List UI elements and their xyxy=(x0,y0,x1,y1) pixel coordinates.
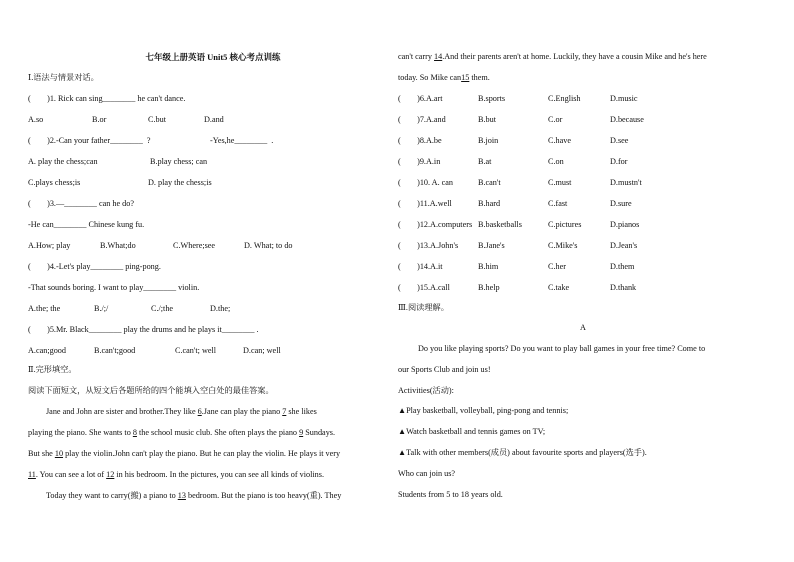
age-requirement: Students from 5 to 18 years old. xyxy=(398,490,503,499)
cloze-text: .And their parents aren't at home. Luckily, they have a cousin Mike and he's here xyxy=(442,52,707,61)
cloze-line-1 xyxy=(46,406,317,418)
cloze-line-6 xyxy=(398,51,707,63)
option: B.but xyxy=(478,115,496,124)
blank-14: 14 xyxy=(434,52,443,61)
option: C.but xyxy=(148,115,166,124)
question-4-reply: -That sounds boring. I want to play________ violin. xyxy=(28,283,200,292)
section-1-heading: Ⅰ.语法与情景对话。 xyxy=(28,73,99,82)
option: C.have xyxy=(548,136,571,145)
reading-line-2: our Sports Club and join us! xyxy=(398,365,491,374)
activity-item: ▲Play basketball, volleyball, ping-pong and tennis; xyxy=(398,406,569,415)
option: C.Where;see xyxy=(173,241,216,250)
cloze-text: in his bedroom. In the pictures, you can see all kinds of violins. xyxy=(116,470,324,479)
cloze-text: . You can see a lot of xyxy=(35,470,105,479)
cloze-text: play the violin.John can't play the piano. But he can play the violin. He plays it very xyxy=(65,449,341,458)
cloze-question-number: ( )7.A.and xyxy=(398,115,446,124)
cloze-text: bedroom. But the piano is too heavy(重). They xyxy=(187,491,342,500)
option: D.for xyxy=(610,157,628,166)
activities-heading: Activities(活动): xyxy=(398,386,454,395)
blank-15: 15 xyxy=(461,73,470,82)
cloze-text: Jane and John are sister and brother.They like xyxy=(46,407,196,416)
option: D.sure xyxy=(610,199,632,208)
option: D.them xyxy=(610,262,635,271)
cloze-line-4 xyxy=(28,469,324,481)
cloze-question-number: ( )13.A.John's xyxy=(398,241,459,250)
option: D.can; well xyxy=(243,346,281,355)
cloze-text: the school music club. She often plays the piano xyxy=(138,428,298,437)
option: B.basketballs xyxy=(478,220,522,229)
blank-8: 8 xyxy=(132,428,137,437)
cloze-question-number: ( )6.A.art xyxy=(398,94,443,103)
option: B.Jane's xyxy=(478,241,505,250)
option: C./;the xyxy=(151,304,174,313)
cloze-text: .Jane can play the piano xyxy=(201,407,281,416)
option: C.English xyxy=(548,94,581,103)
cloze-question-number: ( )8.A.be xyxy=(398,136,442,145)
who-can-join: Who can join us? xyxy=(398,469,456,478)
question-4: ( )4.-Let's play________ ping-pong. xyxy=(28,262,161,271)
blank-6: 6 xyxy=(197,407,202,416)
option: D.pianos xyxy=(610,220,640,229)
cloze-question-number: ( )9.A.in xyxy=(398,157,441,166)
option: B.can't;good xyxy=(94,346,136,355)
option: B.at xyxy=(478,157,492,166)
cloze-question-number: ( )10. A. can xyxy=(398,178,454,187)
option: B.help xyxy=(478,283,500,292)
question-3-reply: -He can________ Chinese kung fu. xyxy=(28,220,145,229)
option: A.so xyxy=(28,115,44,124)
option: C.must xyxy=(548,178,572,187)
option: C.Mike's xyxy=(548,241,578,250)
option: B.play chess; can xyxy=(150,157,208,166)
blank-9: 9 xyxy=(299,428,304,437)
option: A.How; play xyxy=(28,241,71,250)
cloze-text: Today they want to carry(搬) a piano to xyxy=(46,491,176,500)
worksheet-title: 七年级上册英语 Unit5 核心考点训练 xyxy=(145,52,281,62)
cloze-text: Sundays. xyxy=(305,428,336,437)
option: A. play the chess;can xyxy=(28,157,98,166)
question-3: ( )3.—________ can he do? xyxy=(28,199,134,208)
cloze-line-3 xyxy=(28,448,340,460)
option: C.fast xyxy=(548,199,568,208)
option: C.or xyxy=(548,115,563,124)
cloze-question-number: ( )12.A.computers xyxy=(398,220,473,229)
option: D.because xyxy=(610,115,644,124)
option: C.take xyxy=(548,283,570,292)
option: C.her xyxy=(548,262,566,271)
option: C.on xyxy=(548,157,564,166)
cloze-question-number: ( )15.A.call xyxy=(398,283,450,292)
blank-11: 11 xyxy=(28,470,36,479)
option: B.can't xyxy=(478,178,501,187)
question-2-prompt: ( )2.-Can your father________ ? xyxy=(28,136,151,145)
option: B.hard xyxy=(478,199,501,208)
option: D.music xyxy=(610,94,638,103)
cloze-text: playing the piano. She wants to xyxy=(28,428,131,437)
cloze-text: can't carry xyxy=(398,52,432,61)
cloze-line-5 xyxy=(46,490,341,502)
option: C.pictures xyxy=(548,220,582,229)
activity-item: ▲Talk with other members(成员) about favourite sports and players(选手). xyxy=(398,448,647,457)
option: D.thank xyxy=(610,283,637,292)
cloze-text: today. So Mike can xyxy=(398,73,462,82)
option: D.the; xyxy=(210,304,231,313)
section-2-instructions: 阅读下面短文，从短文后各题所给的四个能填入空白处的最佳答案。 xyxy=(28,386,274,395)
activity-item: ▲Watch basketball and tennis games on TV; xyxy=(398,427,546,436)
question-2-reply: -Yes,he________ . xyxy=(210,136,274,145)
option: D.see xyxy=(610,136,629,145)
question-5: ( )5.Mr. Black________ play the drums and he plays it________ . xyxy=(28,325,259,334)
blank-12: 12 xyxy=(106,470,115,479)
option: D. play the chess;is xyxy=(148,178,212,187)
blank-7: 7 xyxy=(282,407,287,416)
blank-13: 13 xyxy=(177,491,186,500)
cloze-line-7 xyxy=(398,72,490,84)
cloze-line-2 xyxy=(28,427,335,439)
option: B.join xyxy=(478,136,499,145)
passage-label: A xyxy=(580,323,586,332)
reading-line-1: Do you like playing sports? Do you want to play ball games in your free time? Come to xyxy=(418,344,706,353)
cloze-text: But she xyxy=(28,449,53,458)
cloze-question-number: ( )14.A.it xyxy=(398,262,443,271)
option: C.can't; well xyxy=(175,346,217,355)
cloze-question-number: ( )11.A.well xyxy=(398,199,452,208)
option: B.sports xyxy=(478,94,506,103)
section-3-heading: Ⅲ.阅读理解。 xyxy=(398,303,449,312)
option: D. What; to do xyxy=(244,241,293,250)
option: A.the; the xyxy=(28,304,61,313)
option: B.What;do xyxy=(100,241,136,250)
cloze-text: them. xyxy=(471,73,490,82)
option: B./;/ xyxy=(94,304,109,313)
section-2-heading: Ⅱ.完形填空。 xyxy=(28,365,77,374)
blank-10: 10 xyxy=(54,449,64,458)
option: B.or xyxy=(92,115,107,124)
option: D.and xyxy=(204,115,224,124)
cloze-text: she likes xyxy=(288,407,317,416)
option: B.him xyxy=(478,262,499,271)
option: C.plays chess;is xyxy=(28,178,81,187)
option: A.can;good xyxy=(28,346,66,355)
option: D.Jean's xyxy=(610,241,638,250)
question-1: ( )1. Rick can sing________ he can't dance. xyxy=(28,94,186,103)
option: D.mustn't xyxy=(610,178,642,187)
